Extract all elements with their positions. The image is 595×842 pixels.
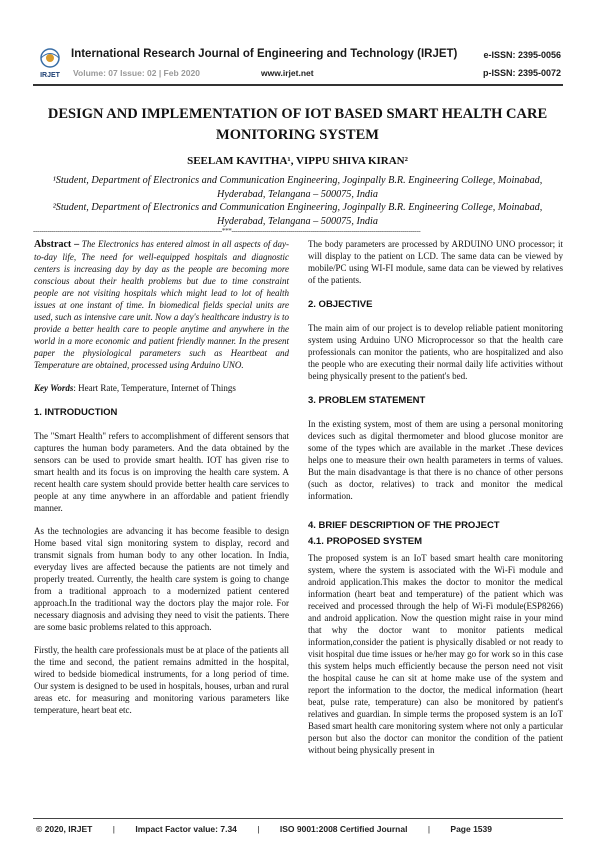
section-divider: ---------------------------------------------------------------------------------------------***--------------------------------------------------------------------------------------------- [33,227,421,235]
e-issn: e-ISSN: 2395-0056 [483,50,561,60]
page-footer [36,824,510,834]
intro-paragraph-4: The body parameters are processed by ARDUINO UNO processor; it will display to the patient on LCD. The same data can be viewed by mobile/PC using WI-FI module, same data can be viewed by relatives of the patients. [308,239,563,285]
svg-text:IRJET: IRJET [40,72,60,79]
abstract [34,238,289,371]
journal-website-link[interactable]: www.irjet.net [261,68,314,78]
footer-separator: | [257,824,260,834]
abstract-text: The Electronics has entered almost in all aspects of day-to-day life, The need for well-equipped hospitals and diagnostic centers is increasing day by day as the people are becoming more conscious about their health problems but due to time constraint people are not visiting hospitals which might lead to lot of health issues at one instant of time. In biomedical fields special units are used, such as intensive care unit. Now a day's healthcare industry is to provide a better health care to people anytime and anywhere in the world in a more economic and patient friendly manner. In the present paper the physiological parameters such as Heartbeat and Temperature are obtained, processed using Arduino UNO. [34,239,289,370]
volume-issue: Volume: 07 Issue: 02 | Feb 2020 [73,68,200,78]
left-column [34,238,289,727]
affiliation-2: ²Student, Department of Electronics and Communication Engineering, Joginpally B.R. Engineering College, Moinabad, Hyderabad, Telangana – 500075, India [52,202,543,227]
intro-paragraph-2: As the technologies are advancing it has become feasible to design Home based vital sign monitoring system to display, record and transmit signals from human body to any other location. In India, everyday lives are affected because the patients are not timely and properly treated. Currently, the health care system is going to change from a traditional approach to a modernized patient centered approach.In the traditional way the doctors play the major role. For necessary diagnosis and advising they need to visit the patients. There are some basic problems related to this approach. [34,526,289,632]
journal-header [33,41,563,83]
p-issn: p-ISSN: 2395-0072 [482,68,561,78]
footer-separator: | [112,824,115,834]
irjet-logo [33,47,67,79]
footer-page-number: Page 1539 [450,824,492,834]
footer-iso: ISO 9001:2008 Certified Journal [279,824,408,834]
heading-objective: 2. OBJECTIVE [308,299,373,310]
footer-separator: | [427,824,431,834]
intro-paragraph-1: The "Smart Health" refers to accomplishment of different sensors that captures the human body parameters. And the data obtained by the sensors can be used to provide smart health. IOT has given rise to smart health and its focus is on improving the health care system. A recent health care system should provide better health care services to people at any time anywhere in an affordable and patient friendly manner. [34,431,289,513]
abstract-label: Abstract – [34,239,80,250]
heading-problem-statement: 3. PROBLEM STATEMENT [308,395,426,406]
heading-proposed-system: 4.1. PROPOSED SYSTEM [308,536,423,547]
author-affiliations [40,174,555,228]
problem-statement-paragraph: In the existing system, most of them are using a personal monitoring devices such as digital thermometer and blood glucose monitor are some of the types which are available in the market .These devices helps one to measure their own health parameters in terms of values. But the main disadvantage is that there is no chance of other persons (such as doctor, relatives) to track and monitor the medical information. [308,419,563,501]
heading-introduction: 1. INTRODUCTION [34,407,118,418]
footer-rule [33,818,563,819]
keywords [34,382,289,394]
paper-authors: SEELAM KAVITHA¹, VIPPU SHIVA KIRAN² [187,155,408,167]
paper-title: DESIGN AND IMPLEMENTATION OF IOT BASED SMART HEALTH CARE MONITORING SYSTEM [47,106,548,143]
affiliation-1: ¹Student, Department of Electronics and Communication Engineering, Joginpally B.R. Engineering College, Moinabad, Hyderabad, Telangana – 500075, India [52,175,543,200]
footer-copyright: © 2020, IRJET [36,824,93,834]
keywords-text: : Heart Rate, Temperature, Internet of Things [73,383,236,393]
keywords-label: Key Words [34,383,74,393]
journal-name: International Research Journal of Engineering and Technology (IRJET) [71,48,458,60]
objective-paragraph: The main aim of our project is to develop reliable patient monitoring system using Arduino UNO Microprocessor so that the health care professionals can monitor the patients, who are hospitalized and also the people who are executing their normal daily life activities without being physically present to the patient's bed. [308,323,563,381]
right-column [308,238,563,767]
proposed-system-paragraph: The proposed system is an IoT based smart health care monitoring system, where the system is associated with the Wi-Fi module and android application.This makes the doctor to monitor the medical information (heart beat and temperature) of the patient which was received and processed through the help of Wi-Fi module(ESP8266) and android application. Now the question might raise in your mind that why the doctor want to monitor patients medical information,consider the patient is physically disabled or not ready to visit hospital due time issues or he/her may go for work so in this case this system helps much efficiently because the person need not visit the hospital cause he can sit at home make use of the system and report the information to the doctor, the medical information (heart beat, pulse rate, temperature) can also be monitored by patient's relatives and guardian. In simple terms the proposed system is an IoT Based smart health care monitoring system where not only a particular person but also the doctor can monitor the condition of the patient without being physically present in [308,553,563,755]
header-rule [33,84,563,86]
heading-brief-description: 4. BRIEF DESCRIPTION OF THE PROJECT [308,520,500,531]
footer-impact-factor: Impact Factor value: 7.34 [135,824,237,834]
intro-paragraph-3: Firstly, the health care professionals must be at place of the patients all the time and second, the patient remains admitted in the hospital, wired to bedside biomedical instruments, for a long period of time. Our system is designed to be used in hospitals, houses, urban and rural areas etc. for measuring and monitoring various parameters like temperature, heart beat etc. [34,645,289,715]
